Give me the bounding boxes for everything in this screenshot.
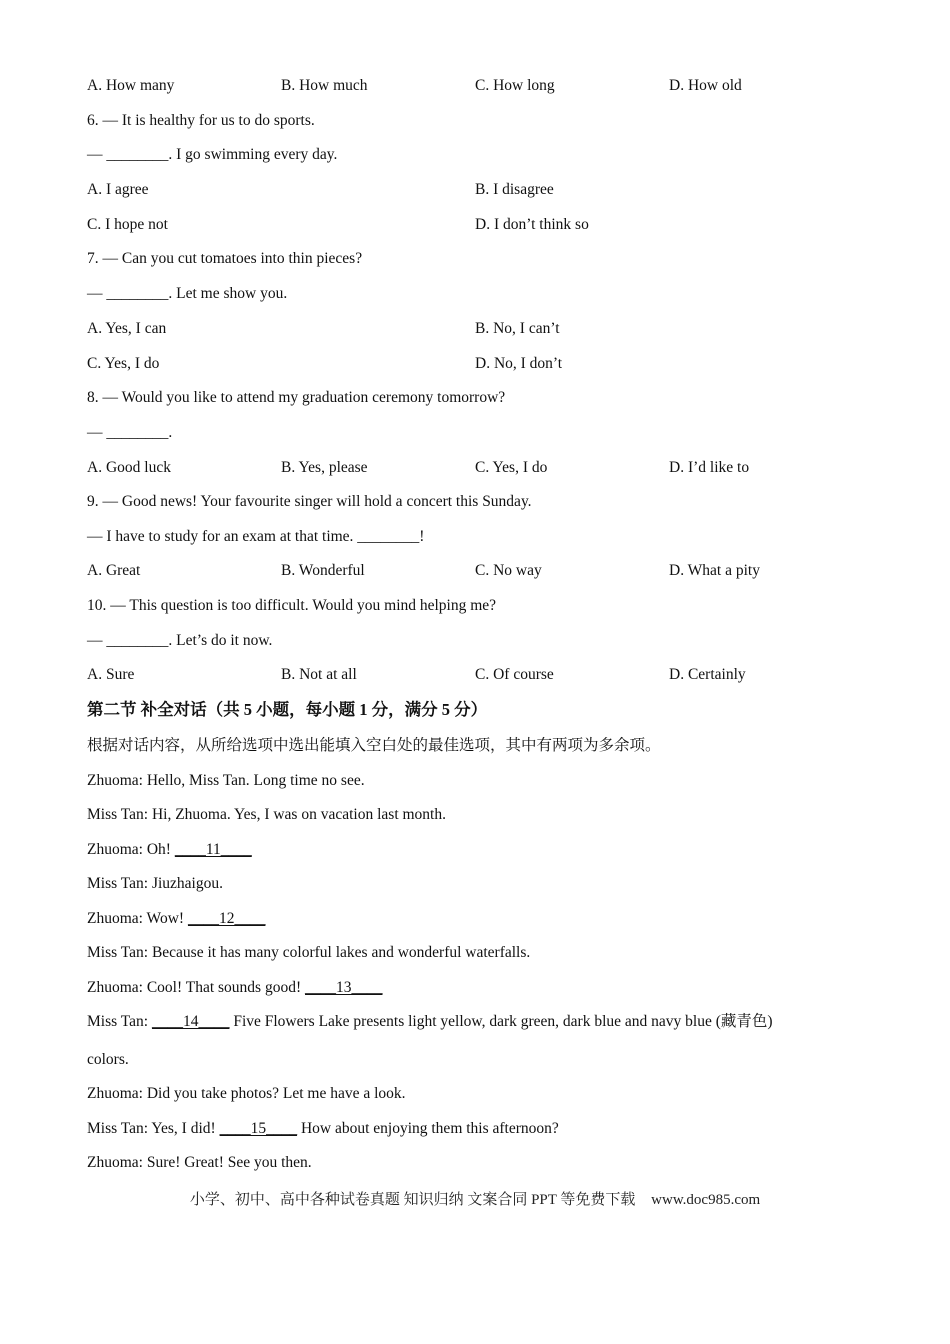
blank-11: ____11____: [174, 841, 252, 858]
dialogue-line-3: [87, 840, 252, 860]
q10-option-a: A. Sure: [87, 666, 135, 683]
dialogue-line-2: Miss Tan: Hi, Zhuoma. Yes, I was on vacation last month.: [87, 806, 446, 823]
dialogue-line-7-text: Zhuoma: Cool! That sounds good!: [87, 979, 305, 996]
dialogue-line-9: Zhuoma: Did you take photos? Let me have a look.: [87, 1085, 406, 1102]
q6-option-b: B. I disagree: [475, 181, 554, 198]
q7-option-c: C. Yes, I do: [87, 355, 160, 372]
q7-reply: — ________. Let me show you.: [87, 285, 288, 302]
q6-stem: 6. — It is healthy for us to do sports.: [87, 112, 315, 129]
q9-option-d: D. What a pity: [669, 562, 760, 579]
q9-option-b: B. Wonderful: [281, 562, 365, 579]
dialogue-line-5: [87, 909, 265, 929]
q9-option-a: A. Great: [87, 562, 141, 579]
q10-option-b: B. Not at all: [281, 666, 357, 683]
q7-option-d: D. No, I don’t: [475, 355, 563, 372]
q6-option-c: C. I hope not: [87, 216, 168, 233]
q10-reply: — ________. Let’s do it now.: [87, 632, 273, 649]
q5-option-b: B. How much: [281, 77, 368, 94]
q5-option-a: A. How many: [87, 77, 175, 94]
q5-option-c: C. How long: [475, 77, 555, 94]
q7-option-b: B. No, I can’t: [475, 320, 560, 337]
q8-option-b: B. Yes, please: [281, 459, 368, 476]
dialogue-line-5-text: Zhuoma: Wow!: [87, 910, 188, 927]
dialogue-line-8-text: Five Flowers Lake presents light yellow, dark green, dark blue and navy blue (藏青色): [229, 1013, 773, 1030]
q8-option-c: C. Yes, I do: [475, 459, 548, 476]
dialogue-line-7: [87, 978, 383, 998]
section2-instruction: 根据对话内容，从所给选项中选出能填入空白处的最佳选项，其中有两项为多余项。: [87, 737, 661, 754]
dialogue-line-8-speaker: Miss Tan:: [87, 1013, 152, 1030]
q10-option-c: C. Of course: [475, 666, 554, 683]
dialogue-line-8: [87, 1012, 773, 1032]
dialogue-line-6: Miss Tan: Because it has many colorful lakes and wonderful waterfalls.: [87, 944, 531, 961]
q7-option-a: A. Yes, I can: [87, 320, 167, 337]
q7-stem: 7. — Can you cut tomatoes into thin pieces?: [87, 250, 363, 267]
q9-option-c: C. No way: [475, 562, 542, 579]
dialogue-line-1: Zhuoma: Hello, Miss Tan. Long time no see.: [87, 772, 365, 789]
page-footer: [0, 1190, 950, 1210]
footer-url[interactable]: www.doc985.com: [651, 1192, 761, 1208]
dialogue-line-4: Miss Tan: Jiuzhaigou.: [87, 875, 223, 892]
dialogue-line-8-continued: colors.: [87, 1051, 129, 1068]
q8-reply: — ________.: [87, 424, 173, 441]
dialogue-line-10-text: Miss Tan: Yes, I did!: [87, 1120, 220, 1137]
blank-13: ____13____: [305, 979, 383, 996]
q6-option-d: D. I don’t think so: [475, 216, 589, 233]
q5-option-d: D. How old: [669, 77, 742, 94]
dialogue-line-10-post: How about enjoying them this afternoon?: [297, 1120, 559, 1137]
dialogue-line-11: Zhuoma: Sure! Great! See you then.: [87, 1154, 312, 1171]
q9-reply: — I have to study for an exam at that time. ________!: [87, 528, 425, 545]
dialogue-line-10: [87, 1119, 559, 1139]
blank-15: ____15____: [219, 1120, 298, 1137]
q6-option-a: A. I agree: [87, 181, 149, 198]
q10-stem: 10. — This question is too difficult. Would you mind helping me?: [87, 597, 497, 614]
blank-14: ____14____: [151, 1013, 230, 1030]
blank-12: ____12____: [187, 910, 266, 927]
q8-stem: 8. — Would you like to attend my graduation ceremony tomorrow?: [87, 389, 506, 406]
q6-reply: — ________. I go swimming every day.: [87, 146, 338, 163]
footer-text: 小学、初中、高中各种试卷真题 知识归纳 文案合同 PPT 等免费下载: [189, 1192, 636, 1208]
q8-option-a: A. Good luck: [87, 459, 171, 476]
q9-stem: 9. — Good news! Your favourite singer will hold a concert this Sunday.: [87, 493, 532, 510]
dialogue-line-3-text: Zhuoma: Oh!: [87, 841, 175, 858]
section2-title: 第二节 补全对话（共 5 小题，每小题 1 分，满分 5 分）: [87, 700, 488, 719]
q10-option-d: D. Certainly: [669, 666, 746, 683]
q8-option-d: D. I’d like to: [669, 459, 750, 476]
